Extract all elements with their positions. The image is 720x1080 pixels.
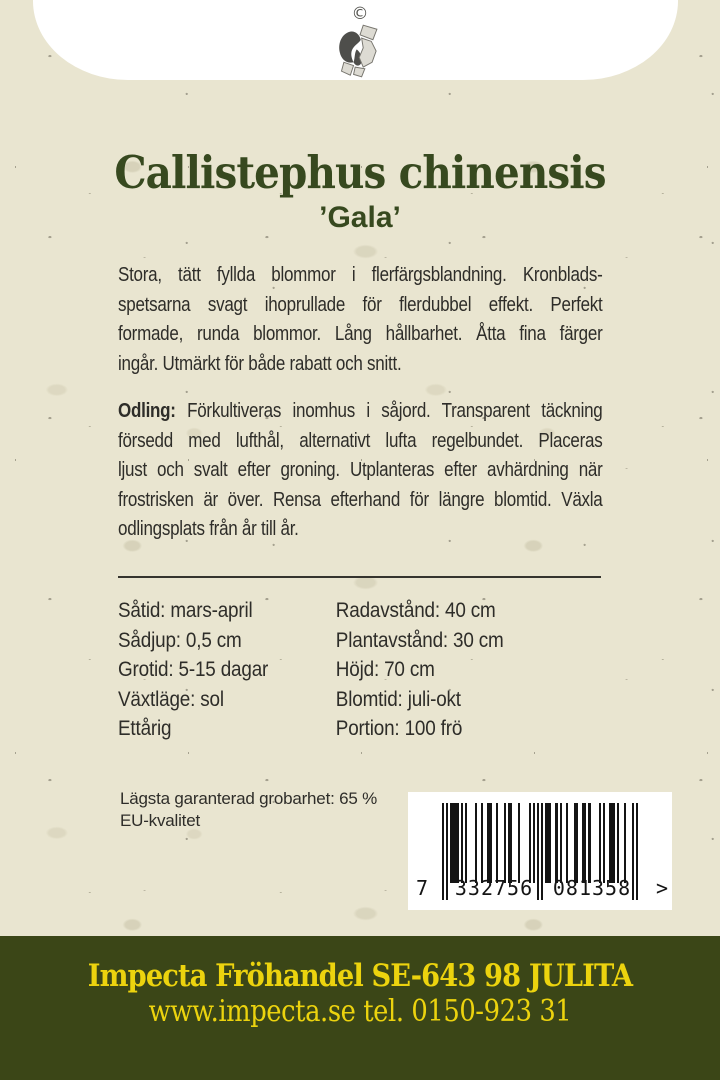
cultivation-line — [118, 397, 603, 427]
spec-portion: Portion: 100 frö — [335, 717, 463, 740]
description-line: ingår. Utmärkt för både rabatt och snitt. — [118, 352, 402, 375]
eu-quality-label: EU-kvalitet — [120, 811, 200, 830]
cultivation-line-text: Förkultiveras inomhus i såjord. Transparent täckning — [175, 400, 603, 422]
spec-column-right — [336, 596, 606, 744]
ean-barcode — [408, 792, 672, 910]
barcode-arrow: > — [655, 876, 668, 900]
cultivation-line: frostrisken är över. Rensa efterhand för längre blomtid. Växla — [118, 488, 603, 511]
spec-annual: Ettårig — [118, 717, 172, 740]
description-line: formade, runda blommor. Lång hållbarhet. Åtta fina färger — [118, 323, 603, 345]
copyright-symbol: © — [351, 4, 369, 24]
spec-flowering-time: Blomtid: juli-okt — [335, 687, 461, 711]
footer-contact: www.impecta.se tel. 0150-923 31 — [148, 994, 572, 1029]
divider-line — [118, 576, 601, 578]
cultivation-line: odlingsplats från år till år. — [118, 518, 299, 540]
spec-sowing-depth: Sådjup: 0,5 cm — [118, 628, 242, 652]
hang-hole-cutout — [33, 0, 678, 80]
footer-band — [0, 936, 720, 1080]
spec-growing-position: Växtläge: sol — [118, 687, 224, 711]
barcode-digits — [408, 874, 672, 902]
species-title: Callistephus chinensis — [114, 146, 606, 199]
barcode-group1: 332756 — [454, 876, 534, 900]
germination-rate: Lägsta garanterad grobarhet: 65 % — [120, 789, 378, 808]
spec-sowing-time: Såtid: mars-april — [118, 599, 253, 622]
spec-column-left — [118, 596, 334, 744]
description-paragraph — [118, 261, 603, 379]
cultivation-line: försedd med lufthål, alternativt lufta regelbundet. Placeras — [118, 429, 603, 452]
variety-name: ’Gala’ — [319, 201, 401, 234]
footer-address: Impecta Fröhandel SE-643 98 JULITA — [87, 958, 633, 994]
spec-germination-time: Grotid: 5-15 dagar — [118, 658, 269, 681]
cultivation-label: Odling: — [118, 400, 176, 422]
spec-height: Höjd: 70 cm — [335, 658, 435, 681]
description-line: spetsarna svagt ihoprullade för flerdubbel effekt. Perfekt — [118, 293, 603, 316]
barcode-group2: 081358 — [552, 876, 632, 900]
description-line: Stora, tätt fyllda blommor i flerfärgsblandning. Kronblads- — [118, 264, 603, 286]
cultivation-line: ljust och svalt efter groning. Utplanteras efter avhärdning när — [118, 459, 603, 481]
spec-plant-spacing: Plantavstånd: 30 cm — [335, 628, 504, 652]
cultivation-paragraph — [118, 397, 603, 545]
barcode-first-digit: 7 — [416, 876, 429, 900]
spec-row-spacing: Radavstånd: 40 cm — [335, 599, 496, 622]
impecta-sower-logo-icon — [332, 22, 388, 85]
